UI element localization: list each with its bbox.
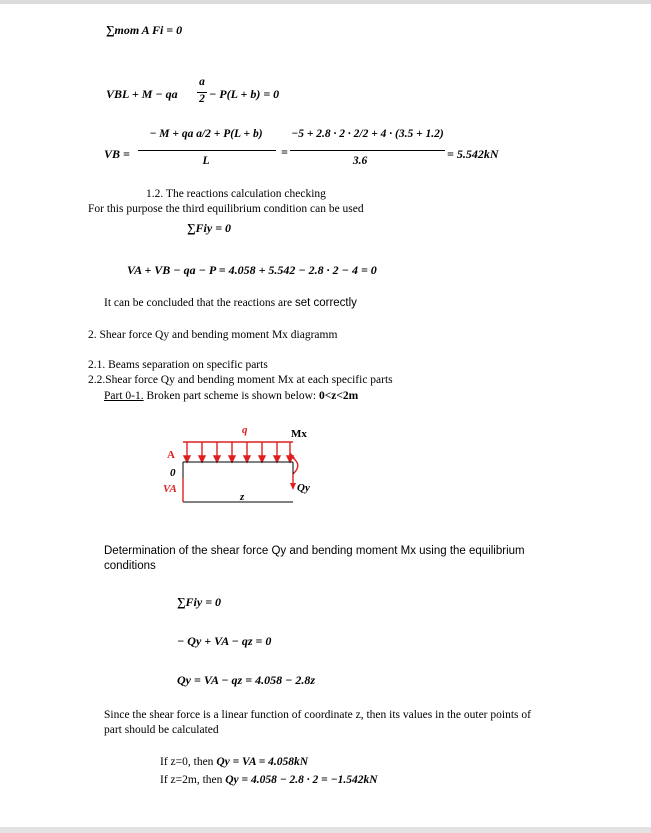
va-label: VA [163, 483, 177, 495]
vb-fraction-bar-2 [290, 150, 445, 151]
shear-force-equation: Qy = VA − qz = 4.058 − 2.8z [177, 673, 316, 687]
mx-label: Mx [291, 428, 307, 440]
determination-text: Determination of the shear force Qy and bending moment Mx using the equilibrium [104, 545, 525, 557]
section-1-2-heading: 1.2. The reactions calculation checking [146, 188, 326, 200]
eq2-rhs: − P(L + b) = 0 [209, 87, 280, 101]
zero-label: 0 [170, 467, 176, 479]
shear-equilibrium-equation: − Qy + VA − qz = 0 [177, 634, 272, 648]
sum-fy-equation-1: ∑Fiy = 0 [187, 221, 232, 235]
moment-equation: ∑mom A Fi = 0 [106, 23, 183, 37]
broken-part-diagram [150, 420, 350, 530]
qy-label: Qy [297, 482, 310, 494]
section-2-heading: 2. Shear force Qy and bending moment Mx diagramm [88, 329, 338, 341]
eq2-fraction-den: 2 [199, 93, 205, 105]
vb-denominator-values: 3.6 [352, 155, 368, 167]
section-2-1: 2.1. Beams separation on specific parts [88, 359, 268, 371]
vb-result: = 5.542kN [447, 147, 499, 161]
linear-text-2: part should be calculated [104, 724, 219, 736]
moment-expanded-equation: VBL + M − qa [106, 87, 178, 101]
conclusion-text: It can be concluded that the reactions are set correctly [104, 297, 357, 309]
eq2-fraction-num: a [199, 76, 205, 88]
vb-numerator: − M + qa a/2 + P(L + b) [149, 128, 263, 140]
determination-text-2: conditions [104, 560, 156, 572]
vb-equals: = [281, 145, 288, 159]
section-1-2-purpose: For this purpose the third equilibrium condition can be used [88, 203, 364, 215]
part-description: Part 0-1. Broken part scheme is shown below: 0<z<2m [104, 390, 359, 402]
case-z0: If z=0, then Qy = VA = 4.058kN [160, 756, 309, 768]
q-label: q [242, 424, 248, 436]
load-arrows [184, 442, 293, 462]
linear-text-1: Since the shear force is a linear function of coordinate z, then its values in the outer points of [104, 709, 531, 721]
vb-denominator: L [202, 155, 210, 167]
bottom-border [0, 827, 651, 833]
z-label: z [240, 491, 245, 503]
top-border [0, 0, 651, 4]
reactions-check-equation: VA + VB − qa − P = 4.058 + 5.542 − 2.8 · 2 − 4 = 0 [127, 263, 377, 277]
sum-fy-equation-2: ∑Fiy = 0 [177, 595, 222, 609]
vb-numerator-values: −5 + 2.8 · 2 · 2/2 + 4 · (3.5 + 1.2) [291, 128, 444, 140]
a-label: A [167, 449, 175, 461]
vb-label: VB = [104, 147, 130, 161]
case-z2: If z=2m, then Qy = 4.058 − 2.8 · 2 = −1.542kN [160, 774, 378, 786]
vb-fraction-bar [138, 150, 276, 151]
section-2-2: 2.2.Shear force Qy and bending moment Mx at each specific parts [88, 374, 393, 386]
